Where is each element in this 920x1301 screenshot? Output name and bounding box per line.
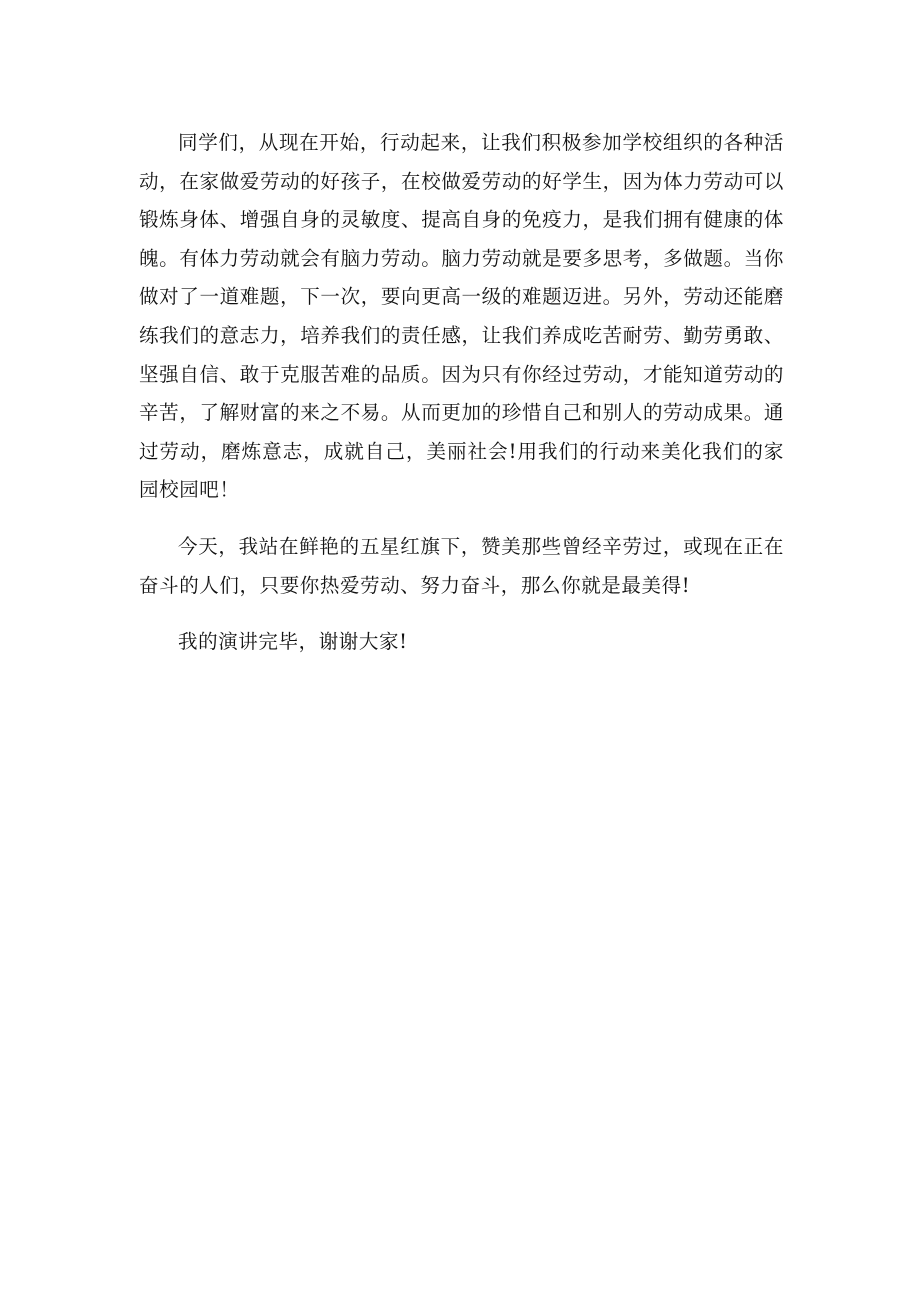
document-body [139, 124, 784, 680]
paragraph-call-to-action: 同学们，从现在开始，行动起来，让我们积极参加学校组织的各种活动，在家做爱劳动的好孩子，在校做爱劳动的好学生，因为体力劳动可以锻炼身体、增强自身的灵敏度、提高自身的免疫力，是我们拥有健康的体魄。有体力劳动就会有脑力劳动。脑力劳动就是要多思考，多做题。当你做对了一道难题，下一次，要向更高一级的难题迈进。另外，劳动还能磨练我们的意志力，培养我们的责任感，让我们养成吃苦耐劳、勤劳勇敢、坚强自信、敢于克服苦难的品质。因为只有你经过劳动，才能知道劳动的辛苦，了解财富的来之不易。从而更加的珍惜自己和别人的劳动成果。通过劳动，磨炼意志，成就自己，美丽社会!用我们的行动来美化我们的家园校园吧！ [139, 131, 784, 502]
paragraph-closing: 我的演讲完毕，谢谢大家! [178, 630, 408, 654]
paragraph-tribute: 今天，我站在鲜艳的五星红旗下，赞美那些曾经辛劳过，或现在正在奋斗的人们，只要你热爱劳动、努力奋斗，那么你就是最美得! [139, 534, 784, 597]
